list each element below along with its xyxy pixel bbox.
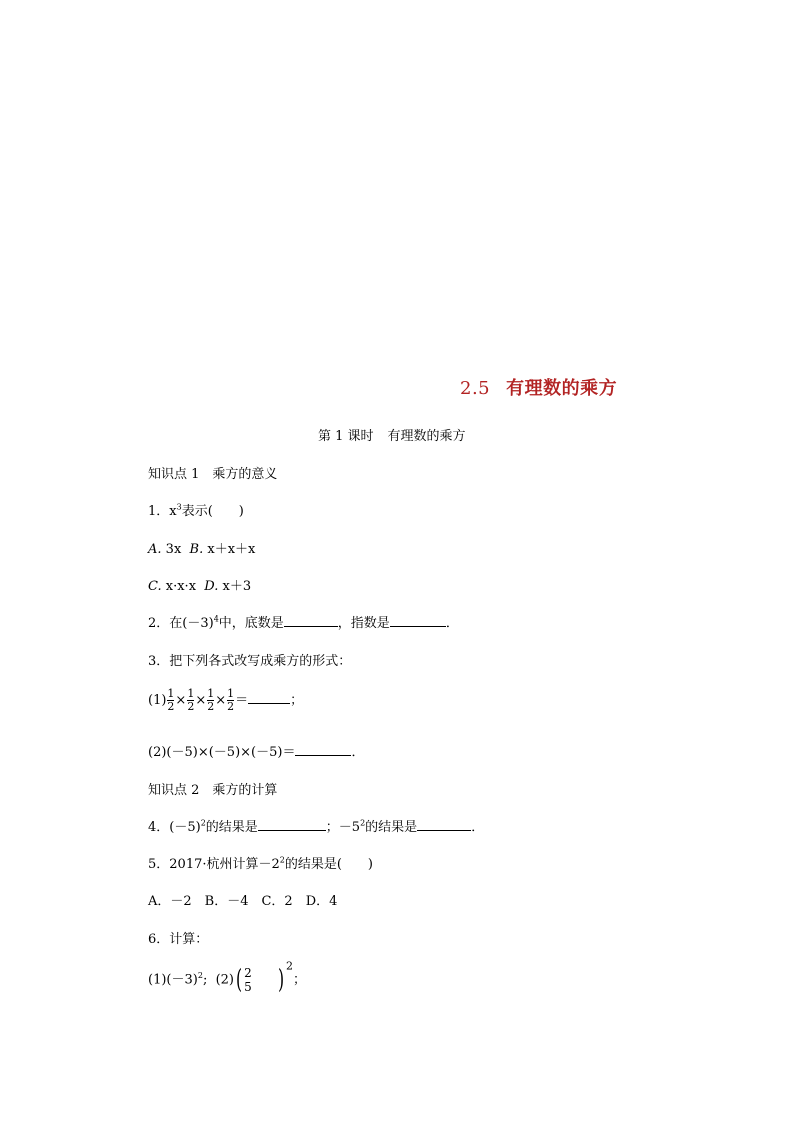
knowledge-point-2-heading: 知识点 2 乘方的计算 bbox=[148, 783, 278, 798]
answer-blank-4-1[interactable] bbox=[258, 818, 326, 831]
question-5-options: A．－2 B．－4 C．2 D．4 bbox=[148, 894, 338, 909]
answer-blank-3-1[interactable] bbox=[248, 691, 290, 704]
question-5-stem: 5．2017·杭州计算$-2^2$的结果是( ) bbox=[148, 855, 374, 872]
answer-blank-base[interactable] bbox=[284, 614, 338, 627]
section-number: 2.5 bbox=[460, 378, 491, 399]
option-d: x＋3 bbox=[222, 579, 252, 594]
lesson-label: 第 1 课时 bbox=[318, 429, 374, 444]
option-c: x·x·x bbox=[165, 579, 197, 594]
question-6-stem: 6．计算： bbox=[148, 932, 209, 947]
knowledge-point-1-heading: 知识点 1 乘方的意义 bbox=[148, 467, 278, 482]
right-paren: ) bbox=[277, 965, 284, 995]
fraction: $\frac{1}{2}$ bbox=[207, 687, 215, 713]
question-3-part-2: (2)(－5)×(－5)×(－5)＝ ． bbox=[148, 745, 365, 760]
answer-blank-exponent[interactable] bbox=[390, 614, 446, 627]
section-title: 有理数的乘方 bbox=[506, 378, 618, 399]
question-6-parts: $(1)(-3)^2$; (2)( 2 5 ) $^2$； bbox=[148, 959, 306, 995]
option-a: 3x bbox=[165, 542, 182, 557]
fraction: $\frac{1}{2}$ bbox=[227, 687, 235, 713]
question-4: 4．$(-5)^2$的结果是 ；$-5^2$的结果是 ． bbox=[148, 818, 485, 835]
question-3-stem: 3．把下列各式改写成乘方的形式： bbox=[148, 654, 352, 669]
answer-blank-3-2[interactable] bbox=[295, 743, 351, 756]
answer-blank-4-2[interactable] bbox=[417, 818, 471, 831]
fraction: $\frac{1}{2}$ bbox=[187, 687, 195, 713]
question-1-stem: 1．$x^3$表示( ) bbox=[148, 502, 244, 519]
left-paren: ( bbox=[236, 965, 243, 995]
option-b: x＋x＋x bbox=[207, 542, 256, 557]
lesson-subtitle bbox=[318, 425, 466, 444]
fraction: 2 5 bbox=[244, 966, 252, 994]
fraction: $\frac{1}{2}$ bbox=[167, 687, 175, 713]
question-3-part-1: (1) $\frac{1}{2}$ × $\frac{1}{2}$ × $\frac{1}{2}$ × $\frac{1}{2}$ ＝ ； bbox=[148, 687, 304, 713]
lesson-topic: 有理数的乘方 bbox=[387, 429, 466, 444]
question-2: 2．在$(-3)^4$中，底数是 ，指数是 ． bbox=[148, 614, 459, 631]
page-title bbox=[460, 374, 617, 400]
question-1-options-cd: C. x·x·x D. x＋3 bbox=[148, 579, 252, 594]
question-1-options-ab: A. 3x B. x＋x＋x bbox=[148, 542, 256, 557]
